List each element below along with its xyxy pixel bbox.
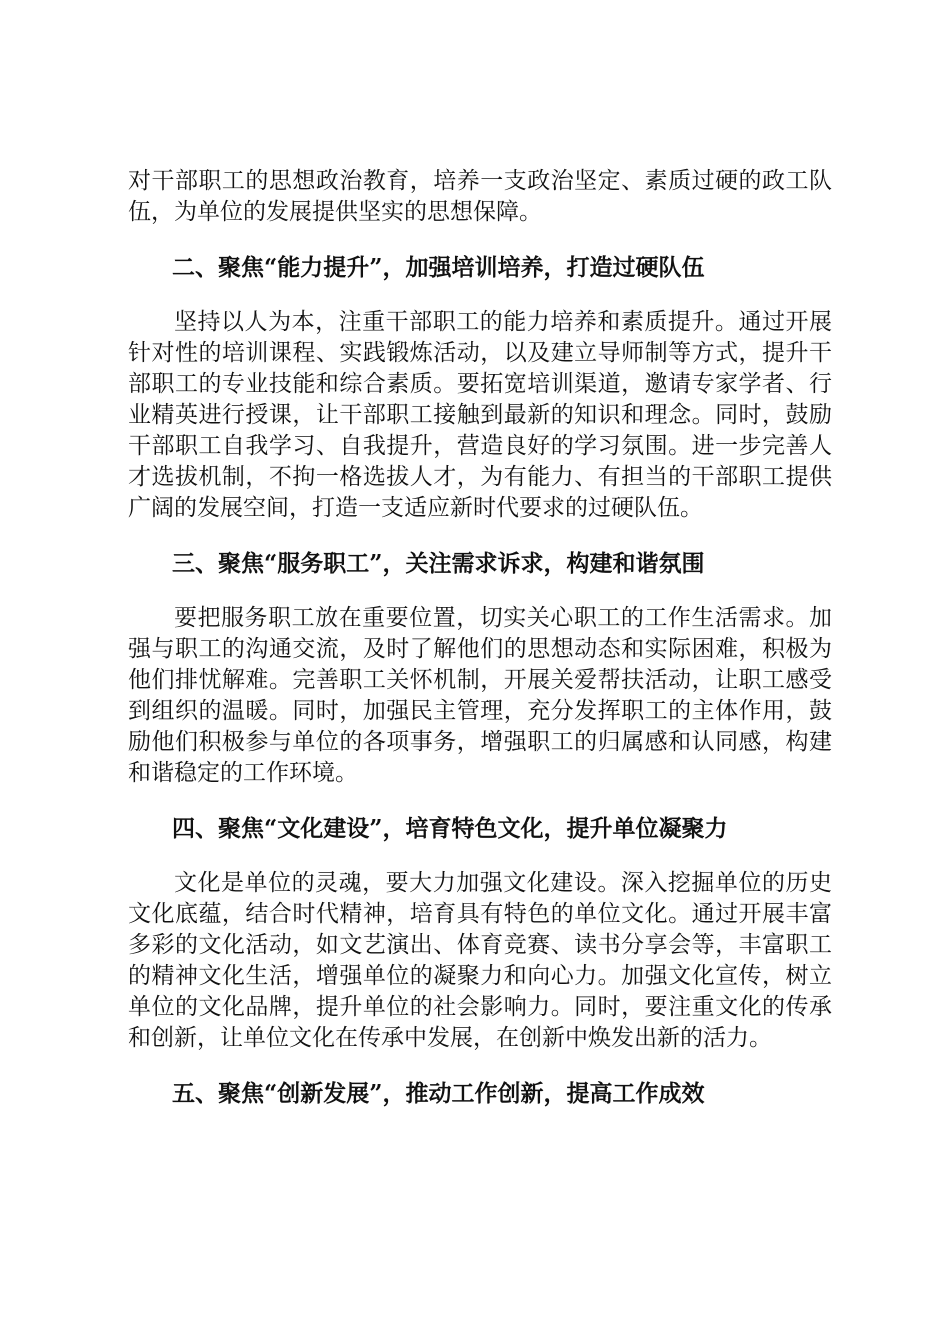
section-body-2: 坚持以人为本，注重干部职工的能力培养和素质提升。通过开展针对性的培训课程、实践锻炼活动，以及建立导师制等方式，提升干部职工的专业技能和综合素质。要拓宽培训渠道，邀请专家学者、行业精英进行授课，让干部职工接触到最新的知识和理念。同时，鼓励干部职工自我学习、自我提升，营造良好的学习氛围。进一步完善人才选拔机制，不拘一格选拔人才，为有能力、有担当的干部职工提供广阔的发展空间，打造一支适应新时代要求的过硬队伍。	[128, 309, 832, 521]
intro-paragraph: 对干部职工的思想政治教育，培养一支政治坚定、素质过硬的政工队伍，为单位的发展提供坚实的思想保障。	[128, 168, 832, 225]
section-heading-4: 四、聚焦“文化建设”，培育特色文化，提升单位凝聚力	[172, 815, 728, 842]
section-body-4: 文化是单位的灵魂，要大力加强文化建设。深入挖掘单位的历史文化底蕴，结合时代精神，培育具有特色的单位文化。通过开展丰富多彩的文化活动，如文艺演出、体育竞赛、读书分享会等，丰富职工的精神文化生活，增强单位的凝聚力和向心力。加强文化宣传，树立单位的文化品牌，提升单位的社会影响力。同时，要注重文化的传承和创新，让单位文化在传承中发展，在创新中焕发出新的活力。	[128, 870, 832, 1051]
document-page	[128, 166, 832, 1109]
section-heading-5: 五、聚焦“创新发展”，推动工作创新，提高工作成效	[172, 1080, 705, 1107]
section-heading-3: 三、聚焦“服务职工”，关注需求诉求，构建和谐氛围	[172, 550, 705, 577]
section-heading-2: 二、聚焦“能力提升”，加强培训培养，打造过硬队伍	[172, 254, 705, 281]
section-body-3: 要把服务职工放在重要位置，切实关心职工的工作生活需求。加强与职工的沟通交流，及时了解他们的思想动态和实际困难，积极为他们排忧解难。完善职工关怀机制，开展关爱帮扶活动，让职工感受到组织的温暖。同时，加强民主管理，充分发挥职工的主体作用，鼓励他们积极参与单位的各项事务，增强职工的归属感和认同感，构建和谐稳定的工作环境。	[128, 605, 832, 786]
